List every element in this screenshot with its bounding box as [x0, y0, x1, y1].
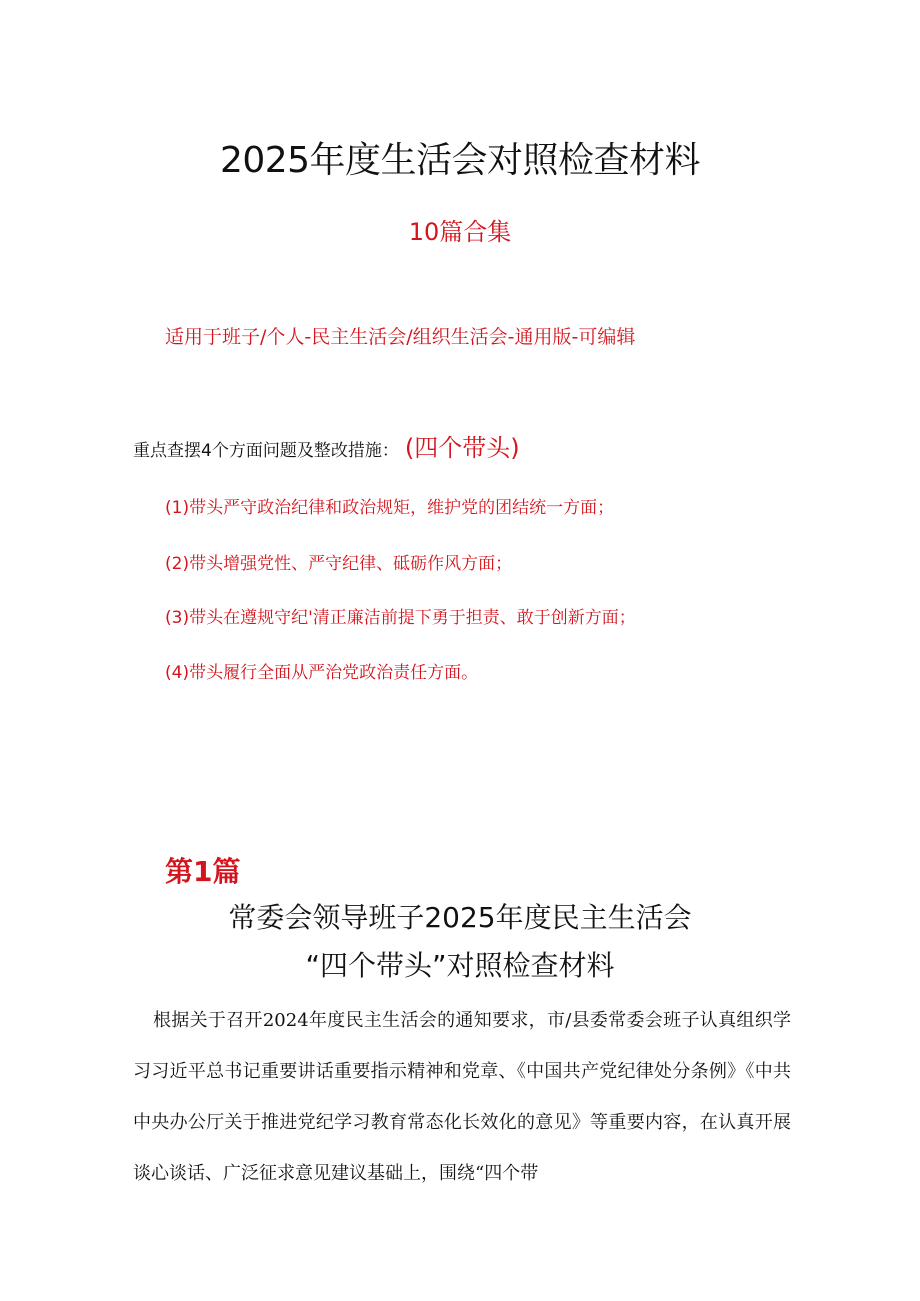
- focus-highlight: (四个带头): [404, 434, 520, 462]
- focus-heading: [133, 428, 520, 463]
- part-label: 第1篇: [165, 855, 241, 888]
- document-title: 2025年度生活会对照检查材料: [219, 140, 701, 181]
- focus-label: 重点查摆4个方面问题及整改措施：: [133, 441, 399, 461]
- collection-subtitle: 10篇合集: [408, 218, 512, 246]
- article-title-line-1: 常委会领导班子2025年度民主生活会: [228, 901, 692, 934]
- usage-note: 适用于班子/个人-民主生活会/组织生活会-通用版-可编辑: [165, 326, 636, 348]
- list-item: (3)带头在遵规守纪'清正廉洁前提下勇于担责、敢于创新方面；: [165, 608, 636, 628]
- list-item: (1)带头严守政治纪律和政治规矩，维护党的团结统一方面；: [165, 498, 615, 518]
- article-title-line-2: “四个带头”对照检查材料: [305, 949, 615, 982]
- list-item: (4)带头履行全面从严治党政治责任方面。: [165, 663, 479, 683]
- body-paragraph: 根据关于召开2024年度民主生活会的通知要求，市/县委常委会班子认真组织学习习近平总书记重要讲话重要指示精神和党章、《中国共产党纪律处分条例》《中共中央办公厅关于推进党纪学习教育常态化长效化的意见》等重要内容，在认真开展谈心谈话、广泛征求意见建议基础上，围绕“四个带: [133, 1010, 791, 1184]
- list-item: (2)带头增强党性、严守纪律、砥砺作风方面；: [165, 554, 513, 574]
